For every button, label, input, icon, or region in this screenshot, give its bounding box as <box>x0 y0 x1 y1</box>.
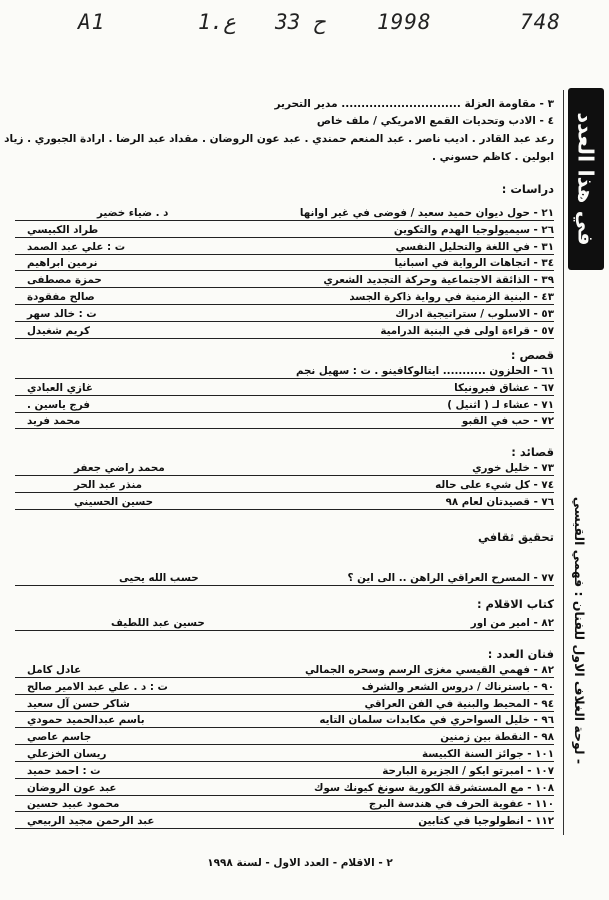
entry-author: ت : علي عبد الصمد <box>27 240 126 253</box>
entry-author: ريسان الخزعلي <box>27 748 107 760</box>
section-title: قصص : <box>510 348 554 362</box>
entry-underline <box>15 630 554 631</box>
toc-entry <box>9 815 554 829</box>
entry-author: حسين عبد اللطيف <box>111 617 205 629</box>
toc-entry <box>9 257 554 271</box>
page-footer: ٢ - الاقلام - العدد الاول - لسنة ١٩٩٨ <box>207 857 393 869</box>
entry-title: ٦٧ - عشاق فيرونيكا <box>454 381 554 394</box>
entry-title: ٢٦ - سيميولوجيا الهدم والتكوين <box>393 223 554 236</box>
entry-title: ٧٦ - قصيدتان لعام ٩٨ <box>445 495 554 508</box>
entry-title: ٩٠ - باسترناك / دروس الشعر والشرف <box>361 680 554 693</box>
toc-entry <box>9 698 554 712</box>
entry-author: باسم عبدالحميد حمودي <box>27 714 145 727</box>
toc-entry <box>9 308 554 322</box>
section-title: قصائد : <box>511 445 554 459</box>
section-title: فنان العدد : <box>487 647 554 661</box>
entry-author: صالح مفقودة <box>27 291 95 303</box>
entry-author: حسب الله يحيى <box>119 572 199 584</box>
entry-author: محمود عبيد حسين <box>27 798 120 811</box>
toc-entry <box>9 664 554 678</box>
hw-note-4: 1.ع <box>198 10 236 34</box>
entry-title: ٣١ - في اللغة والتحليل النفسي <box>395 240 554 253</box>
entry-underline <box>15 378 554 379</box>
toc-entry <box>9 399 554 413</box>
entry-author: منذر عبد الحر <box>74 478 143 491</box>
entry-title: ٨٢ - امير من اور <box>470 617 554 629</box>
entry-underline <box>15 492 554 493</box>
entry-underline <box>15 509 554 510</box>
toc-entry <box>9 365 554 379</box>
entry-underline <box>15 304 554 305</box>
section-title: دراسات : <box>501 182 554 196</box>
entry-title: ١٠١ - جوائز السنة الكبيسة <box>422 748 554 760</box>
entry-author: عادل كامل <box>27 664 82 676</box>
entry-underline <box>15 321 554 322</box>
toc-entry <box>9 207 554 221</box>
section-title: تحقيق ثقافي <box>477 530 554 544</box>
entry-author: جاسم عاصي <box>27 731 92 744</box>
entry-title: ٥٧ - قراءة اولى في البنية الدرامية <box>380 324 554 337</box>
entry-title: ٩٦ - خليل السواحري في مكابدات سلمان التايه <box>319 714 554 727</box>
section-title: كتاب الاقلام : <box>476 597 554 611</box>
entry-title: ٣٤ - اتجاهات الرواية في اسبانيا <box>394 257 554 270</box>
toc-entry <box>9 572 554 586</box>
entry-author: طراد الكبيسي <box>27 223 99 236</box>
entry-title: ٨٢ - فهمي القيسي مغزى الرسم وسحره الجمالي <box>304 664 554 676</box>
entry-author: نرمين ابراهيم <box>27 257 98 270</box>
entry-underline <box>15 744 554 745</box>
entry-author: د . ضياء خضير <box>97 207 169 219</box>
toc-entry <box>9 731 554 745</box>
entry-underline <box>15 711 554 712</box>
entry-title: ١١٢ - انطولوجيا في كتابين <box>418 815 554 828</box>
entry-underline <box>15 677 554 678</box>
entry-author: كريم شغيدل <box>27 324 90 337</box>
entry-underline <box>15 395 554 396</box>
entry-title: ٧٢ - حب في القبو <box>461 415 554 428</box>
entry-underline <box>15 811 554 812</box>
toc-entry <box>9 479 554 493</box>
sidebar-caption: - لوحة الغلاف الاول للفنان : فهمي القيسي <box>572 496 588 764</box>
toc-entry <box>9 617 554 631</box>
toc-entry <box>9 274 554 288</box>
entry-title: ١١٠ - عفوية الحرف في هندسة البرج <box>368 798 554 811</box>
entry-title: ٥٣ - الاسلوب / ستراتيجية ادراك <box>395 307 554 320</box>
entry-title: ٦١ - الحلزون ........... ايتالوكافينو . ت : سهيل نجم <box>295 365 554 377</box>
entry-title: ٧٤ - كل شيء على حاله <box>435 478 554 491</box>
toc-entry <box>9 382 554 396</box>
toc-entry <box>9 241 554 255</box>
entry-underline <box>15 778 554 779</box>
toc-entry <box>9 765 554 779</box>
entry-underline <box>15 220 554 221</box>
entry-author: ت : د . علي عبد الامير صالح <box>27 680 168 693</box>
entry-underline <box>15 428 554 429</box>
toc-entry <box>9 798 554 812</box>
hw-note-1: 748 <box>520 10 561 34</box>
toc-entry <box>9 748 554 762</box>
entry-author: محمد راضي جعفر <box>74 462 165 474</box>
toc-entry <box>9 782 554 796</box>
entry-author: غازي العبادي <box>27 381 93 394</box>
entry-underline <box>15 795 554 796</box>
intro-line: رعد عبد القادر . اديب ناصر . عبد المنعم حمندي . عبد عون الروضان . مقداد عبد الرضا . ارادة الجبوري . زياد <box>4 133 554 145</box>
entry-title: ٣٩ - الذائقة الاجتماعية وحركة التجديد الشعري <box>323 274 554 287</box>
entry-author: حمزة مصطفى <box>27 274 102 287</box>
entry-author: ت : احمد حميد <box>27 764 101 777</box>
entry-author: محمد فريد <box>27 415 81 428</box>
entry-author: عبد عون الروضان <box>27 781 117 794</box>
toc-entry <box>9 325 554 339</box>
entry-underline <box>15 828 554 829</box>
entry-underline <box>15 412 554 413</box>
sidebar-title-band <box>568 88 604 270</box>
entry-underline <box>15 338 554 339</box>
entry-underline <box>15 694 554 695</box>
toc-entry <box>9 681 554 695</box>
entry-underline <box>15 761 554 762</box>
intro-line: ٤ - الادب وتحديات القمع الامريكي / ملف خاص <box>316 115 554 127</box>
entry-underline <box>15 727 554 728</box>
entry-title: ١٠٨ - مع المستشرقة الكورية سونغ كيونك سوك <box>314 781 554 794</box>
toc-entry <box>9 462 554 476</box>
entry-author: عبد الرحمن مجيد الربيعي <box>27 815 155 828</box>
entry-title: ٧٧ - المسرح العراقي الراهن .. الى اين ؟ <box>347 572 554 584</box>
entry-title: ٧٣ - خليل خوري <box>472 462 554 474</box>
entry-author: حسين الحسيني <box>74 495 154 508</box>
intro-line: ابولين . كاظم حسوني . <box>432 151 554 163</box>
entry-title: ٤٣ - البنية الزمنية في رواية ذاكرة الجسد <box>349 291 554 303</box>
toc-entry <box>9 291 554 305</box>
entry-underline <box>15 254 554 255</box>
intro-line: ٣ - مقاومة العزلة .............................. مدير التحرير <box>274 98 554 110</box>
entry-title: ٢١ - حول ديوان حميد سعيد / فوضى في غير اوانها <box>299 207 554 219</box>
entry-underline <box>15 287 554 288</box>
entry-title: ٩٤ - المحيط والبنية في الفن العراقي <box>364 697 554 710</box>
entry-title: ١٠٧ - امبرتو ايكو / الجزيرة البارحة <box>382 764 554 777</box>
toc-entry <box>9 714 554 728</box>
entry-author: شاكر حسن آل سعيد <box>27 697 130 710</box>
toc-entry <box>9 224 554 238</box>
hw-note-2: 1998 <box>377 10 432 34</box>
entry-author: فرج ياسين . <box>27 398 90 411</box>
entry-title: ٧١ - عشاء لـ ( اثنيل ) <box>447 398 554 411</box>
entry-underline <box>15 475 554 476</box>
toc-entry <box>9 415 554 429</box>
entry-underline <box>15 237 554 238</box>
entry-underline <box>15 270 554 271</box>
toc-entry <box>9 496 554 510</box>
sidebar-title: في هذا العدد <box>574 112 599 246</box>
sidebar-caption-box <box>560 430 600 830</box>
entry-author: ت : خالد سهر <box>27 307 97 320</box>
hw-note-5: A1 <box>78 10 106 34</box>
hw-note-3: 33 ح <box>275 10 326 34</box>
entry-underline <box>15 585 554 586</box>
entry-title: ٩٨ - النقطة بين زمنين <box>440 731 554 744</box>
